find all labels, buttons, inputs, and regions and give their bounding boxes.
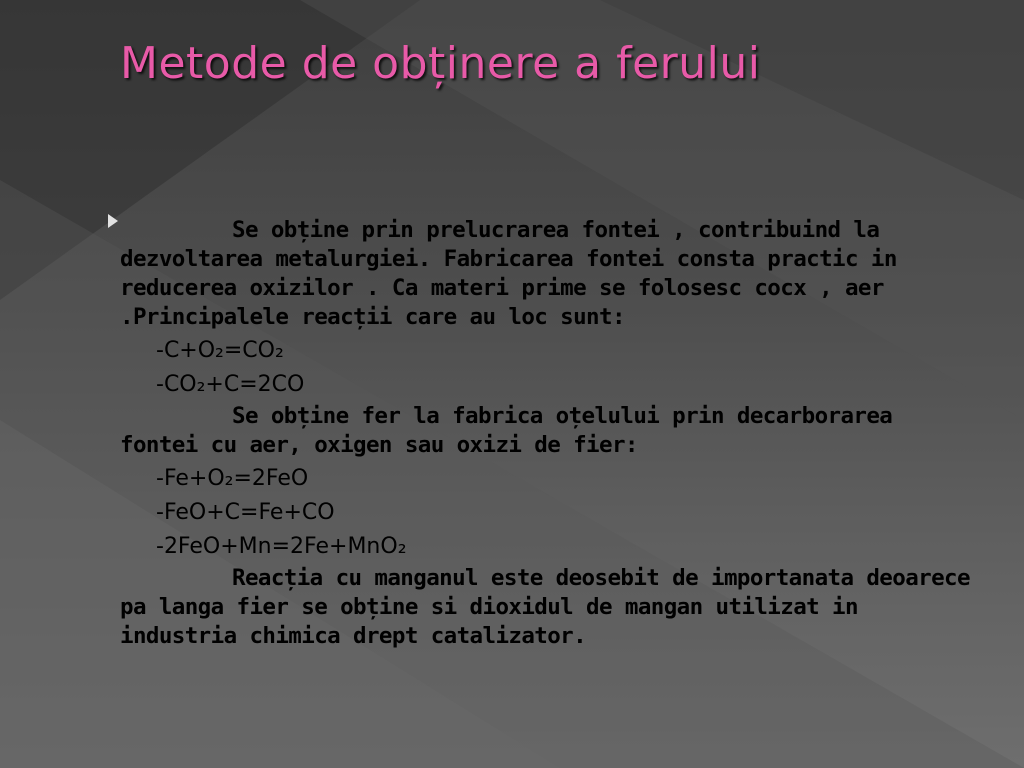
paragraph-intro-text: Se obține prin prelucrarea fontei , contribuind la dezvoltarea metalurgiei. Fabricarea fontei consta practic in reducerea oxizilor . Ca materi prime se folosesc cocx , aer .Principalele reacții care au loc sunt:: [120, 217, 897, 330]
paragraph-manganese-text: Reacția cu manganul este deosebit de importanata deoarece pa langa fier se obține si dioxidul de mangan utilizat in industria chimica drept catalizator.: [120, 565, 970, 649]
equation-4: -FeO+C=Fe+CO: [156, 500, 335, 525]
slide-title: Metode de obținere a ferului: [120, 38, 761, 89]
paragraph-steel-text: Se obține fer la fabrica oțelului prin decarborarea fontei cu aer, oxigen sau oxizi de fier:: [120, 403, 893, 458]
equation-1: -C+O₂=CO₂: [156, 338, 284, 363]
slide-body: [120, 216, 980, 651]
triangle-bullet-icon: [108, 214, 118, 228]
equation-3: -Fe+O₂=2FeO: [156, 466, 309, 491]
equation-2: -CO₂+C=2CO: [156, 372, 305, 397]
paragraph-intro: [120, 216, 980, 332]
equation-5: -2FeO+Mn=2Fe+MnO₂: [156, 534, 407, 559]
paragraph-manganese: [120, 564, 980, 651]
paragraph-steel: [120, 402, 980, 460]
